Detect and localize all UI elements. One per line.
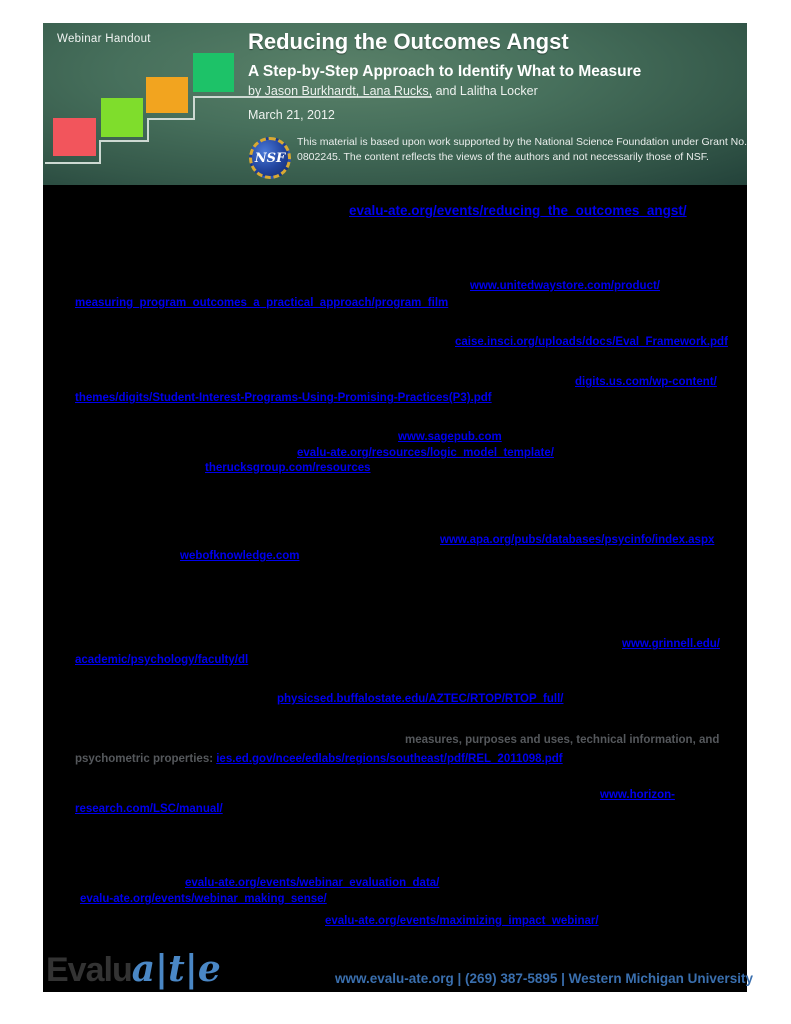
nsf-disclaimer: This material is based upon work supported by the National Science Foundation under Grant No. 0802245. The content reflects the views of the authors and not necessarily those of NSF. <box>297 136 747 163</box>
byline: by Jason Burkhardt, Lana Rucks, and Lalitha Locker <box>248 84 538 98</box>
evaluate-logo-blue-part: a|t|e <box>131 948 221 990</box>
link-ies-rel-pdf[interactable]: ies.ed.gov/ncee/edlabs/regions/southeast/pdf/REL_2011098.pdf <box>216 753 563 765</box>
link-webinar-evaluation-data[interactable]: evalu-ate.org/events/webinar_evaluation_data/ <box>185 877 440 889</box>
link-caise-eval-framework[interactable]: caise.insci.org/uploads/docs/Eval_Framework.pdf <box>455 336 728 348</box>
link-webinar-making-sense[interactable]: evalu-ate.org/events/webinar_making_sense/ <box>80 893 327 905</box>
step-square-orange <box>146 77 188 113</box>
link-maximizing-impact-webinar[interactable]: evalu-ate.org/events/maximizing_impact_webinar/ <box>325 915 599 927</box>
link-horizon-lsc-manual[interactable]: research.com/LSC/manual/ <box>75 803 223 815</box>
nsf-logo-icon <box>249 137 291 179</box>
document-body <box>43 185 753 992</box>
grey-text-psychometric-properties: psychometric properties: <box>75 753 217 765</box>
link-horizon-prefix[interactable]: www.horizon- <box>600 789 675 801</box>
link-student-interest-programs-pdf[interactable]: themes/digits/Student-Interest-Programs-Using-Promising-Practices(P3).pdf <box>75 392 492 404</box>
link-unitedwaystore-product[interactable]: www.unitedwaystore.com/product/ <box>470 280 660 292</box>
link-apa-psycinfo[interactable]: www.apa.org/pubs/databases/psycinfo/index.aspx <box>440 534 715 546</box>
link-sagepub[interactable]: www.sagepub.com <box>398 431 502 443</box>
link-reducing-outcomes-angst[interactable]: evalu-ate.org/events/reducing_the_outcomes_angst/ <box>349 203 687 218</box>
link-measuring-program-outcomes[interactable]: measuring_program_outcomes_a_practical_approach/program_film <box>75 297 449 309</box>
link-logic-model-template[interactable]: evalu-ate.org/resources/logic_model_template/ <box>297 447 554 459</box>
psychometric-properties-line <box>75 749 563 767</box>
step-square-lime <box>101 98 143 137</box>
date: March 21, 2012 <box>248 108 335 122</box>
page-subtitle: A Step-by-Step Approach to Identify What to Measure <box>248 63 642 80</box>
document-type-label: Webinar Handout <box>57 33 151 45</box>
evaluate-logo-grey-part: Evalu <box>46 951 132 989</box>
link-webofknowledge[interactable]: webofknowledge.com <box>180 550 300 562</box>
header-banner <box>43 23 747 185</box>
link-therucksgroup-resources[interactable]: therucksgroup.com/resources <box>205 462 371 474</box>
link-rtop-buffalostate[interactable]: physicsed.buffalostate.edu/AZTEC/RTOP/RTOP_full/ <box>277 693 564 705</box>
step-square-red <box>53 118 96 156</box>
grey-text-measures-purposes: measures, purposes and uses, technical information, and <box>405 734 720 746</box>
evaluate-logo <box>46 948 221 990</box>
page-title: Reducing the Outcomes Angst <box>248 29 569 54</box>
nsf-logo-text: NSF <box>254 150 286 166</box>
link-digits-wp-content[interactable]: digits.us.com/wp-content/ <box>575 376 717 388</box>
footer-contact-info: www.evalu-ate.org | (269) 387-5895 | Western Michigan University <box>335 971 753 986</box>
step-square-emerald <box>193 53 234 92</box>
link-grinnell-edu[interactable]: www.grinnell.edu/ <box>622 638 720 650</box>
link-grinnell-psychology-faculty[interactable]: academic/psychology/faculty/dl <box>75 654 249 666</box>
